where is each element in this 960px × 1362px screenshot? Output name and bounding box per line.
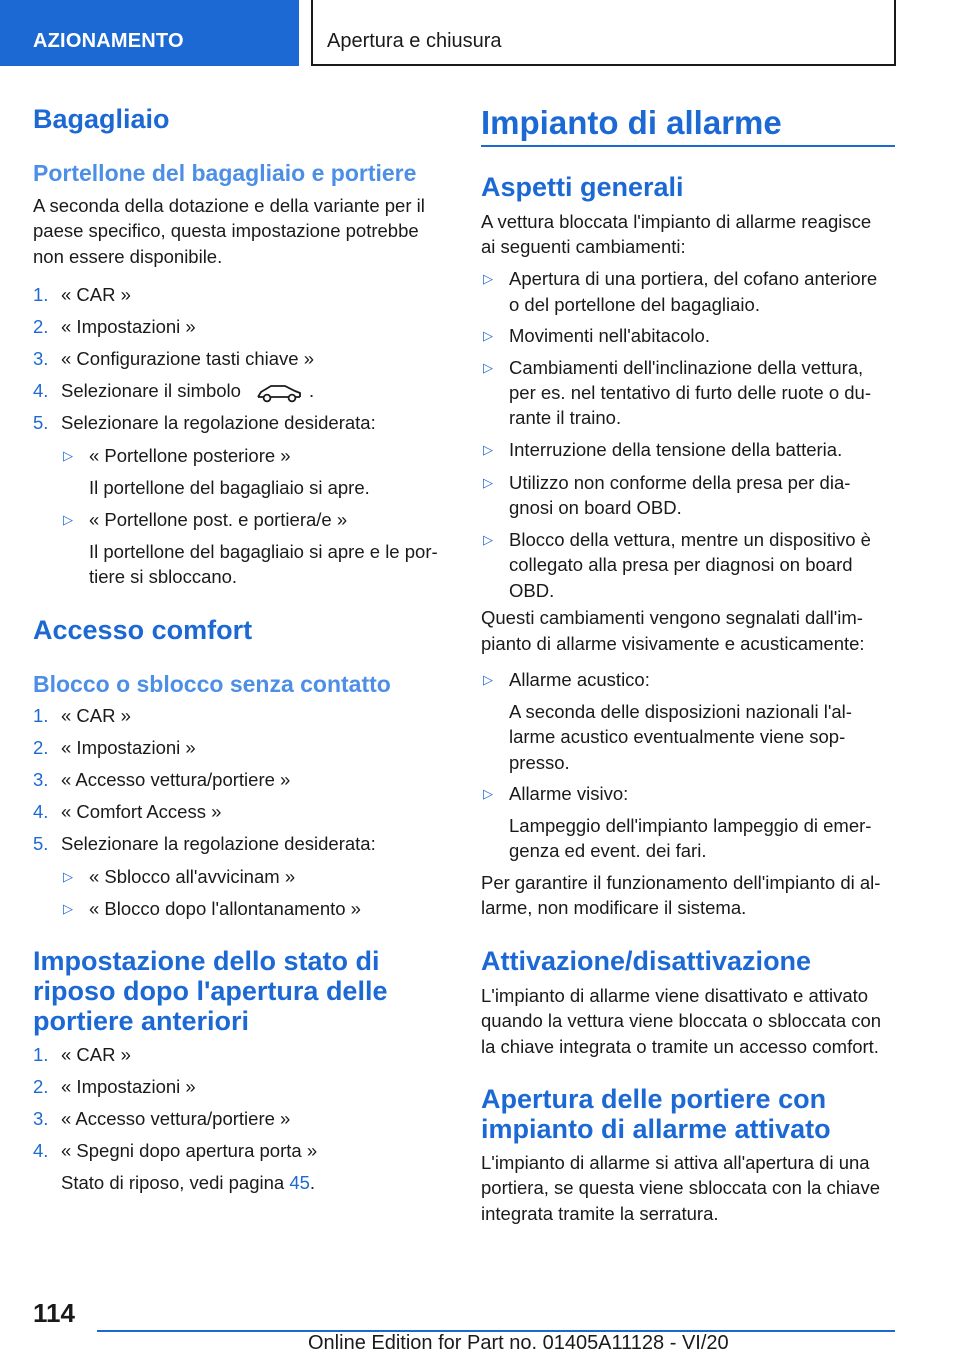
car-trunk-icon bbox=[255, 381, 303, 403]
bullet-triangle-icon: ▷ bbox=[483, 672, 493, 687]
bullet-triangle-icon: ▷ bbox=[483, 475, 493, 490]
heading-impianto-allarme: Impianto di allarme bbox=[481, 104, 782, 141]
option-desc: Il portellone del bagagliaio si apre e le por- bbox=[89, 541, 438, 562]
comfort-step-4: « Comfort Access » bbox=[61, 801, 222, 822]
riposo-note-suffix: . bbox=[309, 1172, 316, 1193]
bullet-triangle-icon: ▷ bbox=[63, 901, 73, 916]
step-number: 4. bbox=[33, 801, 49, 822]
bagagliaio-intro-3: non essere disponibile. bbox=[33, 246, 223, 267]
activation-text-2: quando la vettura viene bloccata o sbloccata con bbox=[481, 1010, 882, 1031]
subheading-blocco: Blocco o sblocco senza contatto bbox=[33, 671, 391, 697]
bullet-line: Cambiamenti dell'inclinazione della vettura, bbox=[509, 357, 864, 378]
step-number: 3. bbox=[33, 769, 49, 790]
step-number: 4. bbox=[33, 1140, 49, 1161]
alarm-label: Allarme visivo: bbox=[509, 783, 629, 804]
bagagliaio-step-2: « Impostazioni » bbox=[61, 316, 196, 337]
comfort-step-3: « Accesso vettura/portiere » bbox=[61, 769, 291, 790]
signal-text-2: pianto di allarme visivamente e acusticamente: bbox=[481, 633, 865, 654]
heading-riposo-2: riposo dopo l'apertura delle bbox=[33, 976, 388, 1006]
riposo-step-3: « Accesso vettura/portiere » bbox=[61, 1108, 291, 1129]
bullet-line: OBD. bbox=[509, 580, 555, 601]
bullet-line: Utilizzo non conforme della presa per dia- bbox=[509, 472, 851, 493]
comfort-step-5: Selezionare la regolazione desiderata: bbox=[61, 833, 376, 854]
opening-text-1: L'impianto di allarme si attiva all'apertura di una bbox=[481, 1152, 870, 1173]
heading-apertura-1: Apertura delle portiere con bbox=[481, 1084, 827, 1114]
opening-text-3: integrata tramite la serratura. bbox=[481, 1203, 719, 1224]
comfort-option-2: « Blocco dopo l'allontanamento » bbox=[89, 898, 361, 919]
bullet-triangle-icon: ▷ bbox=[483, 442, 493, 457]
activation-text-1: L'impianto di allarme viene disattivato e attivato bbox=[481, 985, 869, 1006]
bullet-triangle-icon: ▷ bbox=[483, 532, 493, 547]
heading-aspetti-generali: Aspetti generali bbox=[481, 172, 684, 202]
alarm-desc: A seconda delle disposizioni nazionali l'al- bbox=[509, 701, 852, 722]
opening-text-2: portiera, se questa viene sbloccata con la chiave bbox=[481, 1177, 881, 1198]
step-number: 1. bbox=[33, 284, 49, 305]
subheading-portellone: Portellone del bagagliaio e portiere bbox=[33, 160, 417, 186]
page-link-45[interactable]: 45 bbox=[289, 1172, 310, 1193]
option-desc: Il portellone del bagagliaio si apre. bbox=[89, 477, 370, 498]
riposo-step-2: « Impostazioni » bbox=[61, 1076, 196, 1097]
heading-riposo-3: portiere anteriori bbox=[33, 1006, 250, 1036]
riposo-note bbox=[61, 1170, 315, 1196]
heading-apertura-2: impianto di allarme attivato bbox=[481, 1114, 831, 1144]
bullet-line: Apertura di una portiera, del cofano anteriore bbox=[509, 268, 878, 289]
bullet-line: collegato alla presa per diagnosi on board bbox=[509, 554, 853, 575]
bullet-line: Blocco della vettura, mentre un dispositivo è bbox=[509, 529, 871, 550]
alarm-label: Allarme acustico: bbox=[509, 669, 650, 690]
page-header bbox=[0, 0, 960, 66]
step-4-suffix: . bbox=[308, 380, 315, 401]
bullet-line: rante il traino. bbox=[509, 407, 622, 428]
riposo-note-text: Stato di riposo, vedi pagina bbox=[61, 1172, 285, 1193]
riposo-step-4: « Spegni dopo apertura porta » bbox=[61, 1140, 318, 1161]
bullet-line: Movimenti nell'abitacolo. bbox=[509, 325, 710, 346]
bagagliaio-step-3: « Configurazione tasti chiave » bbox=[61, 348, 314, 369]
chapter-tab bbox=[311, 0, 896, 66]
heading-rule bbox=[481, 145, 895, 147]
closing-text-2: larme, non modificare il sistema. bbox=[481, 897, 747, 918]
step-number: 2. bbox=[33, 1076, 49, 1097]
page-number: 114 bbox=[33, 1298, 75, 1328]
step-4-text: Selezionare il simbolo bbox=[61, 380, 241, 401]
chapter-title: Apertura e chiusura bbox=[327, 30, 502, 52]
edition-text: Online Edition for Part no. 01405A11128 - VI/20 bbox=[308, 1332, 729, 1354]
bullet-triangle-icon: ▷ bbox=[483, 360, 493, 375]
bagagliaio-intro-2: paese specifico, questa impostazione potrebbe bbox=[33, 220, 419, 241]
bagagliaio-step-4 bbox=[61, 378, 314, 404]
bullet-triangle-icon: ▷ bbox=[483, 271, 493, 286]
riposo-step-1: « CAR » bbox=[61, 1044, 131, 1065]
heading-bagagliaio: Bagagliaio bbox=[33, 104, 170, 134]
bullet-triangle-icon: ▷ bbox=[63, 512, 73, 527]
general-intro-2: ai seguenti cambiamenti: bbox=[481, 236, 686, 257]
comfort-step-2: « Impostazioni » bbox=[61, 737, 196, 758]
bullet-line: gnosi on board OBD. bbox=[509, 497, 682, 518]
option-label: « Portellone posteriore » bbox=[89, 445, 291, 466]
bagagliaio-intro-1: A seconda della dotazione e della variante per il bbox=[33, 195, 425, 216]
step-number: 1. bbox=[33, 1044, 49, 1065]
comfort-step-1: « CAR » bbox=[61, 705, 131, 726]
activation-text-3: la chiave integrata o tramite un accesso comfort. bbox=[481, 1036, 879, 1057]
step-number: 3. bbox=[33, 348, 49, 369]
bagagliaio-step-5: Selezionare la regolazione desiderata: bbox=[61, 412, 376, 433]
alarm-desc: genza ed event. dei fari. bbox=[509, 840, 707, 861]
step-number: 2. bbox=[33, 316, 49, 337]
step-number: 3. bbox=[33, 1108, 49, 1129]
bullet-triangle-icon: ▷ bbox=[63, 869, 73, 884]
heading-accesso-comfort: Accesso comfort bbox=[33, 615, 253, 645]
heading-attivazione: Attivazione/disattivazione bbox=[481, 946, 812, 976]
step-number: 5. bbox=[33, 833, 49, 854]
alarm-desc: Lampeggio dell'impianto lampeggio di emer- bbox=[509, 815, 872, 836]
alarm-desc: larme acustico eventualmente viene sop- bbox=[509, 726, 846, 747]
bullet-line: per es. nel tentativo di furto delle ruote o du- bbox=[509, 382, 871, 403]
section-tab bbox=[0, 0, 299, 66]
bullet-line: o del portellone del bagagliaio. bbox=[509, 294, 760, 315]
step-number: 5. bbox=[33, 412, 49, 433]
general-intro-1: A vettura bloccata l'impianto di allarme reagisce bbox=[481, 211, 872, 232]
step-number: 2. bbox=[33, 737, 49, 758]
comfort-option-1: « Sblocco all'avvicinam » bbox=[89, 866, 296, 887]
bullet-triangle-icon: ▷ bbox=[483, 786, 493, 801]
bullet-line: Interruzione della tensione della batteria. bbox=[509, 439, 843, 460]
step-number: 4. bbox=[33, 380, 49, 401]
section-title: AZIONAMENTO bbox=[33, 30, 184, 52]
bagagliaio-step-1: « CAR » bbox=[61, 284, 131, 305]
option-desc: tiere si sbloccano. bbox=[89, 566, 238, 587]
heading-riposo-1: Impostazione dello stato di bbox=[33, 946, 380, 976]
signal-text-1: Questi cambiamenti vengono segnalati dall'im- bbox=[481, 607, 863, 628]
closing-text-1: Per garantire il funzionamento dell'impianto di al- bbox=[481, 872, 881, 893]
bullet-triangle-icon: ▷ bbox=[63, 448, 73, 463]
alarm-desc: presso. bbox=[509, 752, 570, 773]
step-number: 1. bbox=[33, 705, 49, 726]
option-label: « Portellone post. e portiera/e » bbox=[89, 509, 348, 530]
bullet-triangle-icon: ▷ bbox=[483, 328, 493, 343]
